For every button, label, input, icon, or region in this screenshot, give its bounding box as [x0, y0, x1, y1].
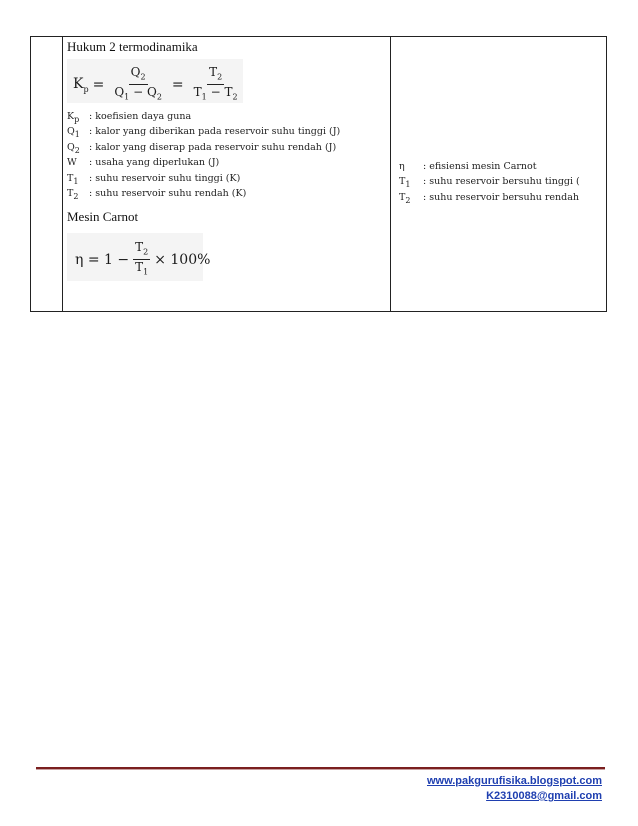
email-link[interactable]: K2310088@gmail.com: [486, 790, 602, 802]
legend-row: $T_2$ : suhu reservoir suhu rendah (K): [67, 187, 247, 201]
legend-row: W : usaha yang diperlukan (J): [67, 157, 220, 169]
eta-formula-image: [67, 233, 211, 281]
footer: [427, 774, 602, 804]
legend-row: $Q_2$ : kalor yang diserap pada reservoir suhu rendah (J): [67, 141, 337, 155]
kp-fraction-heat: $\frac{Q_2}{Q_1 - Q_2}$: [114, 65, 162, 102]
carnot-heading: Mesin Carnot: [67, 209, 139, 224]
legend-row: η : efisiensi mesin Carnot: [399, 161, 537, 172]
eta-tail: × 100%: [154, 251, 211, 268]
content-table: [30, 36, 607, 312]
main-column: [63, 37, 391, 311]
legend-row: $T_1$ : suhu reservoir suhu tinggi (K): [67, 172, 241, 186]
number-column: [31, 37, 63, 311]
kp-lhs: $K_p$: [73, 75, 89, 94]
kp-fraction-temp: $\frac{T_2}{T_1 - T_2}$: [193, 65, 238, 102]
legend-row: $Q_1$ : kalor yang diberikan pada reservoir suhu tinggi (J): [67, 126, 341, 140]
legend-row: $T_2$ : suhu reservoir bersuhu rendah: [399, 191, 579, 205]
footer-rule: [36, 767, 605, 770]
eta-fraction: $\frac{T_2}{T_1}$: [135, 240, 149, 277]
website-link[interactable]: www.pakgurufisika.blogspot.com: [426, 775, 602, 787]
eta-lhs: η = 1 −: [75, 251, 130, 268]
carnot-legend: [399, 161, 604, 207]
section-title: Hukum 2 termodinamika: [67, 39, 198, 54]
legend-row: $T_1$ : suhu reservoir bersuhu tinggi (: [399, 176, 580, 190]
kp-formula-image: [67, 59, 243, 103]
kp-legend: [67, 111, 340, 203]
side-column: [391, 37, 606, 311]
legend-row: $K_p$ : koefisien daya guna: [67, 111, 192, 124]
kp-equals-1: =: [92, 76, 105, 93]
kp-equals-2: =: [171, 76, 184, 93]
